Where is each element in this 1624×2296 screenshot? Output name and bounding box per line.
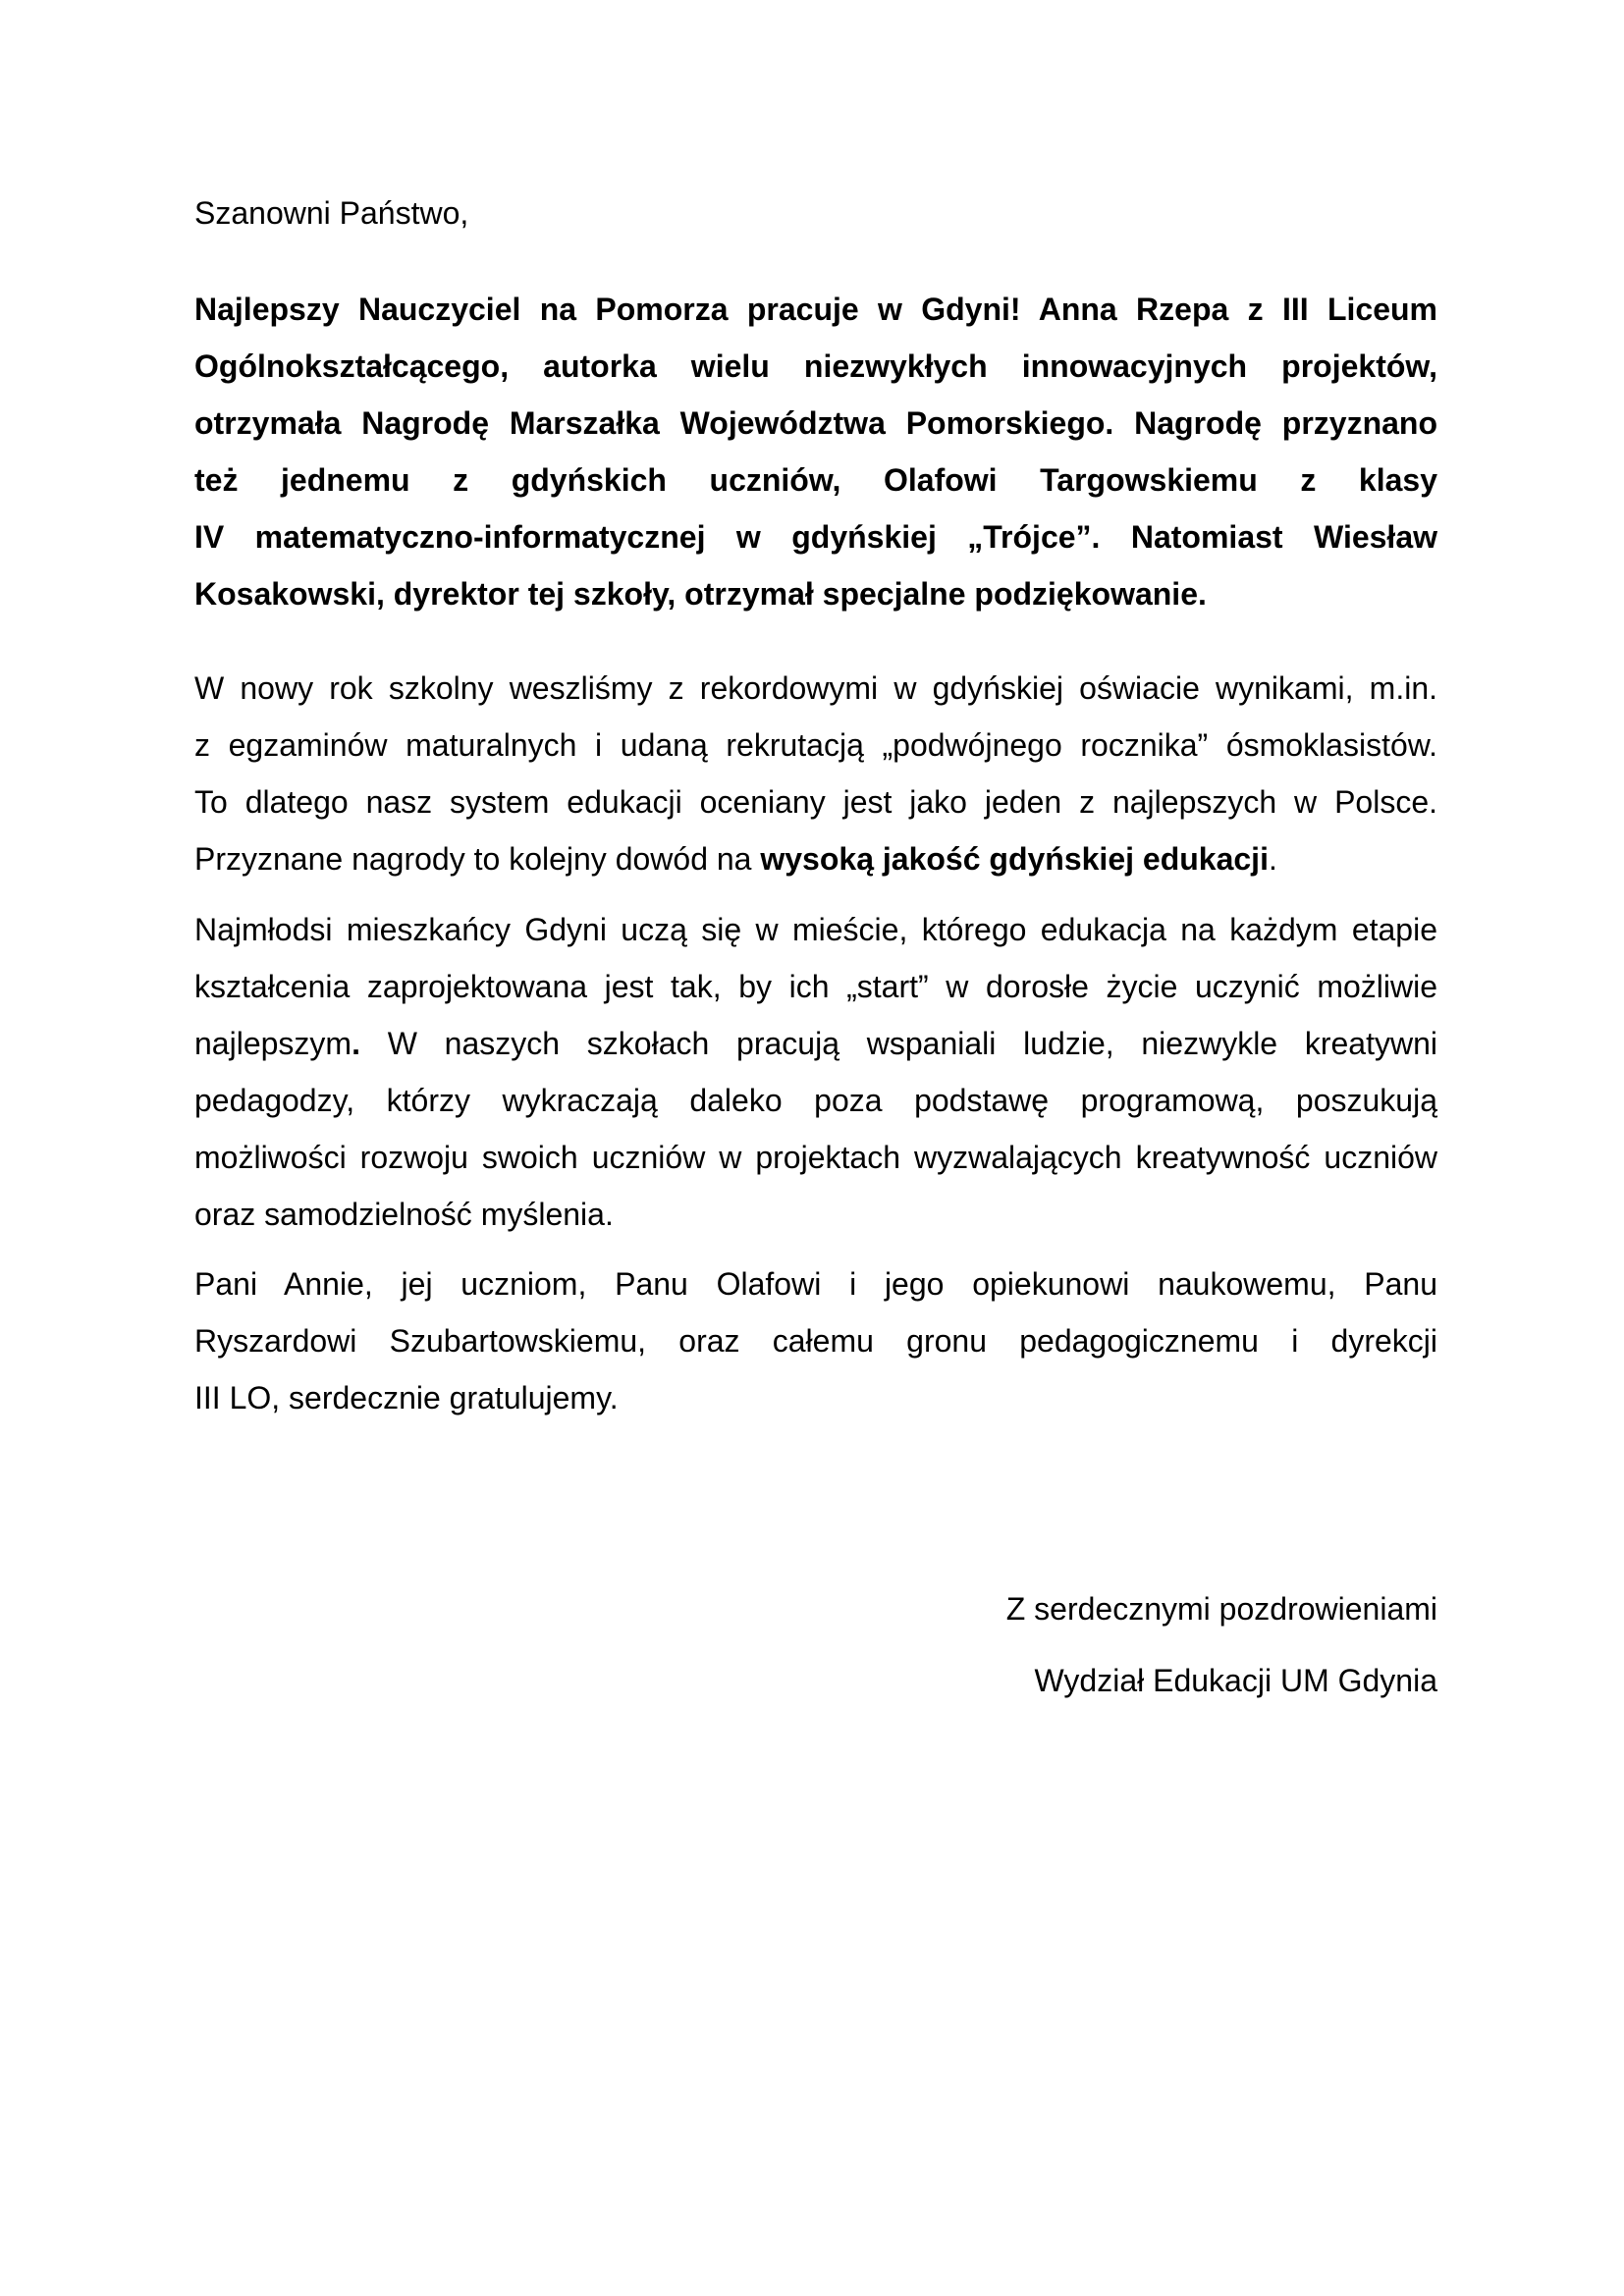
intro-line: też jednemu z gdyńskich uczniów, Olafowi Targowskiemu z klasy — [194, 462, 1437, 498]
teachers-line-period: . — [352, 1026, 360, 1061]
intro-line: otrzymała Nagrodę Marszałka Województwa Pomorskiego. Nagrodę przyznano — [194, 405, 1437, 441]
teachers-line-end: W naszych szkołach pracują wspaniali ludzie, niezwykle kreatywni — [359, 1026, 1437, 1061]
teachers-line: możliwości rozwoju swoich uczniów w projektach wyzwalających kreatywność uczniów — [194, 1140, 1437, 1175]
intro-line: IV matematyczno-informatycznej w gdyńskiej „Trójce”. Natomiast Wiesław — [194, 519, 1437, 555]
letter-greeting — [194, 185, 1437, 241]
results-line-end: . — [1268, 841, 1277, 877]
results-line: To dlatego nasz system edukacji oceniany jest jako jeden z najlepszych w Polsce. — [194, 784, 1437, 820]
results-line — [194, 830, 1437, 887]
congratulations-line: Pani Annie, jej uczniom, Panu Olafowi i jego opiekunowi naukowemu, Panu — [194, 1266, 1437, 1302]
intro-paragraph — [194, 281, 1437, 622]
results-line: z egzaminów maturalnych i udaną rekrutacją „podwójnego rocznika” ósmoklasistów. — [194, 727, 1437, 763]
results-paragraph — [194, 660, 1437, 887]
teachers-line: kształcenia zaprojektowana jest tak, by ich „start” w dorosłe życie uczynić możliwie — [194, 969, 1437, 1004]
intro-line: Najlepszy Nauczyciel na Pomorza pracuje w Gdyni! Anna Rzepa z III Liceum — [194, 292, 1437, 327]
teachers-line — [194, 1015, 1437, 1072]
signature: Wydział Edukacji UM Gdynia — [1034, 1663, 1437, 1698]
teachers-line: Najmłodsi mieszkańcy Gdyni uczą się w mieście, którego edukacja na każdym etapie — [194, 912, 1437, 947]
teachers-line: pedagodzy, którzy wykraczają daleko poza podstawę programową, poszukują — [194, 1083, 1437, 1118]
congratulations-line: Ryszardowi Szubartowskiemu, oraz całemu gronu pedagogicznemu i dyrekcji — [194, 1323, 1437, 1359]
results-line: W nowy rok szkolny weszliśmy z rekordowymi w gdyńskiej oświacie wynikami, m.in. — [194, 670, 1437, 706]
congratulations-line: III LO, serdecznie gratulujemy. — [194, 1380, 619, 1415]
teachers-line-start: najlepszym — [194, 1026, 352, 1061]
emphasis-quality: wysoką jakość gdyńskiej edukacji — [760, 841, 1269, 877]
intro-line: Ogólnokształcącego, autorka wielu niezwykłych innowacyjnych projektów, — [194, 348, 1437, 384]
teachers-line: oraz samodzielność myślenia. — [194, 1197, 614, 1232]
congratulations-paragraph — [194, 1255, 1437, 1426]
teachers-paragraph — [194, 901, 1437, 1243]
closing-salutation: Z serdecznymi pozdrowieniami — [1005, 1591, 1437, 1627]
greeting-line: Szanowni Państwo, — [194, 195, 469, 231]
results-line-text: Przyznane nagrody to kolejny dowód na — [194, 841, 761, 877]
intro-line: Kosakowski, dyrektor tej szkoły, otrzymał specjalne podziękowanie. — [194, 576, 1207, 612]
